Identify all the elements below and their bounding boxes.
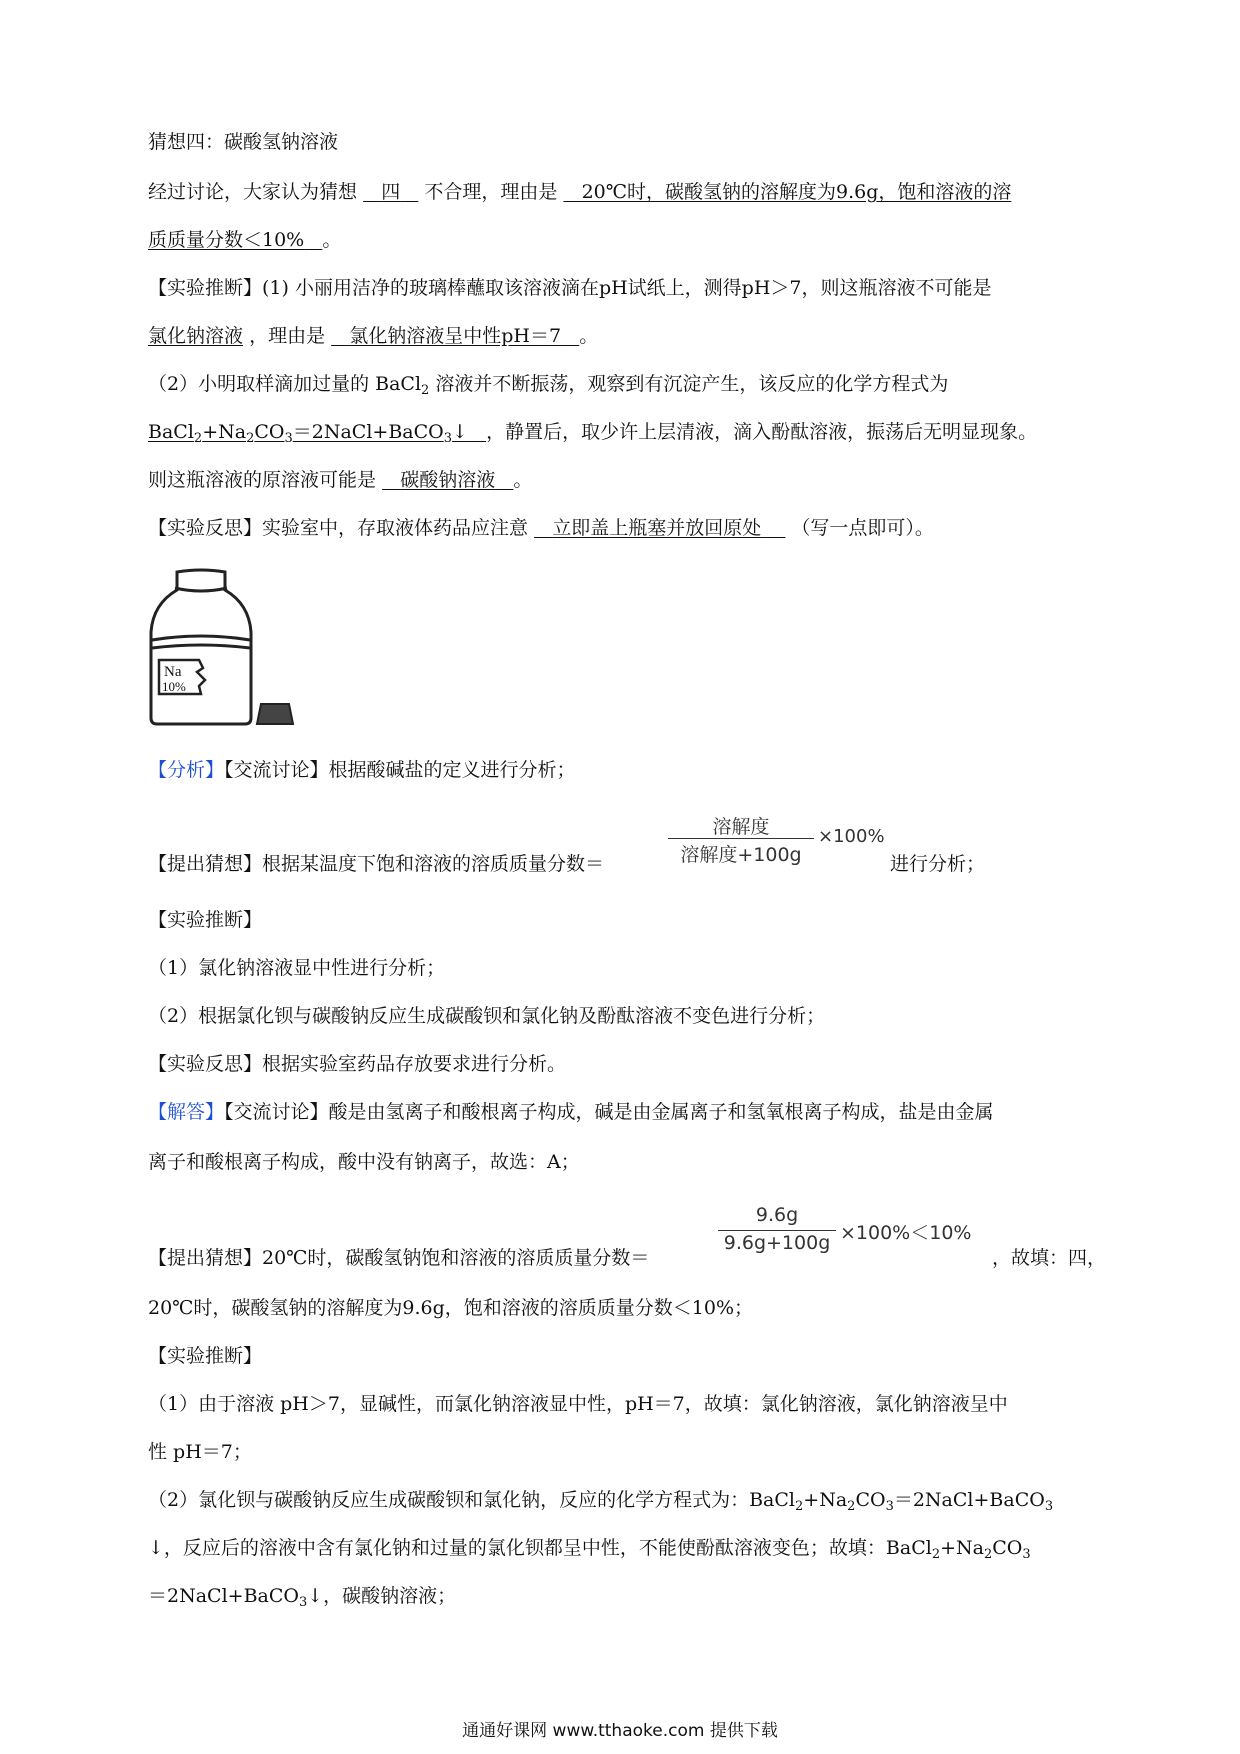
analysis-reflect: 【实验反思】根据实验室药品存放要求进行分析。 [148, 1053, 567, 1075]
fraction-numerator: 溶解度 [712, 816, 770, 838]
bottle-label-formula: Na [164, 664, 182, 680]
answer-blank-guess: 四 [381, 181, 401, 203]
exp-infer-1: 【实验推断】(1) 小丽用洁净的玻璃棒蘸取该溶液滴在pH试纸上，测得pH＞7，则这瓶溶液不可能是 [148, 277, 992, 299]
guess-four: 猜想四：碳酸氢钠溶液 [148, 131, 339, 153]
analysis-infer-1: （1）氯化钠溶液显中性进行分析； [148, 957, 446, 979]
exp-infer-2: （2）小明取样滴加过量的 BaCl$_2$ 溶液并不断振荡，观察到有沉淀产生，该反应的化学方程式为 [148, 373, 949, 398]
answer-infer-heading: 【实验推断】 [148, 1345, 263, 1367]
discussion-line-2: 质质量分数＜10% 。 [148, 229, 342, 251]
fraction-multiplier: ×100% [818, 826, 885, 847]
answer-infer-2-end: ＝2NaCl+BaCO$_3$↓，碳酸钠溶液； [148, 1585, 457, 1610]
fraction-bar [668, 838, 814, 839]
exp-infer-2-conclusion: 则这瓶溶液的原溶液可能是 碳酸钠溶液 。 [148, 469, 533, 491]
analysis-infer-2: （2）根据氯化钡与碳酸钠反应生成碳酸钡和氯化钠及酚酞溶液不变色进行分析； [148, 1005, 826, 1027]
answer-hypothesis: 【提出猜想】20℃时，碳酸氢钠饱和溶液的溶质质量分数＝ [148, 1247, 650, 1269]
answer-blank-reason: 20℃时，碳酸氢钠的溶解度为9.6g，饱和溶液的溶 [581, 181, 1012, 203]
answer-hypothesis-cont: 20℃时，碳酸氢钠的溶解度为9.6g，饱和溶液的溶质质量分数＜10%； [148, 1297, 754, 1319]
fraction-solubility [668, 812, 888, 864]
analysis-infer-heading: 【实验推断】 [148, 909, 263, 931]
answer-blank-reflect: 立即盖上瓶塞并放回原处 [552, 517, 762, 539]
answer-blank-solution: 氯化钠溶液 [148, 325, 244, 347]
answer-discussion: 【解答】【交流讨论】酸是由氢离子和酸根离子构成，碱是由金属离子和氢氧根离子构成，盐是由金属 [148, 1101, 994, 1123]
bottle-label-concentration: 10% [162, 679, 186, 694]
fraction-numerator: 9.6g [755, 1204, 799, 1226]
answer-blank-reason-cont: 质质量分数＜10% [148, 229, 305, 251]
answer-infer-2: （2）氯化钡与碳酸钠反应生成碳酸钡和氯化钠，反应的化学方程式为：$BaCl_2+Na_2CO_3=2NaCl+BaCO_3$ [148, 1489, 1054, 1514]
reagent-bottle-figure [145, 568, 305, 728]
answer-tag: 【解答】 [148, 1101, 225, 1123]
fraction-denominator: 溶解度+100g [680, 844, 802, 866]
answer-infer-2-cont: ↓，反应后的溶液中含有氯化钠和过量的氯化钡都呈中性，不能使酚酞溶液变色；故填：$BaCl_2+Na_2CO_3$ [148, 1537, 1031, 1562]
answer-discussion-cont: 离子和酸根离子构成，酸中没有钠离子，故选：A； [148, 1151, 580, 1173]
liquid-level [152, 636, 250, 640]
fraction-multiplier: ×100%＜10% [840, 1222, 972, 1244]
exp-infer-2-eq: $BaCl_2+Na_2CO_3=2NaCl+BaCO_3↓$ ，静置后，取少许上层清液，滴入酚酞溶液，振荡后无明显现象。 [148, 421, 1038, 446]
disc-text-b: 不合理，理由是 [424, 181, 558, 203]
footer-credit: 通通好课网 www.tthaoke.com 提供下载 [462, 1721, 778, 1741]
answer-blank-original: 碳酸钠溶液 [400, 469, 496, 491]
fraction-denominator: 9.6g+100g [723, 1232, 831, 1254]
disc-text-a: 经过讨论，大家认为猜想 [148, 181, 358, 203]
analysis-discussion: 【分析】【交流讨论】根据酸碱盐的定义进行分析； [148, 759, 576, 781]
analysis-hypothesis-tail: 进行分析； [890, 853, 986, 875]
exp-infer-1-cont: 氯化钠溶液 ，理由是 氯化钠溶液呈中性pH＝7 。 [148, 325, 599, 347]
fraction-bar [718, 1230, 836, 1231]
answer-hypothesis-tail: ，故填：四， [992, 1247, 1107, 1269]
exp-reflect: 【实验反思】实验室中，存取液体药品应注意 立即盖上瓶塞并放回原处 （写一点即可）。 [148, 517, 934, 539]
discussion-line-1 [148, 180, 1011, 204]
fraction-mass-percent [718, 1204, 1008, 1256]
answer-blank-neutral: 氯化钠溶液呈中性pH＝7 [349, 325, 562, 347]
answer-infer-1-cont: 性 pH＝7； [148, 1441, 252, 1463]
answer-blank-equation: $BaCl_2+Na_2CO_3=2NaCl+BaCO_3↓$ [148, 421, 468, 446]
analysis-hypothesis: 【提出猜想】根据某温度下饱和溶液的溶质质量分数＝ [148, 853, 605, 875]
analysis-tag: 【分析】 [148, 759, 225, 781]
answer-infer-1: （1）由于溶液 pH＞7，显碱性，而氯化钠溶液显中性，pH＝7，故填：氯化钠溶液，氯化钠溶液呈中 [148, 1393, 1008, 1415]
bottle-stopper [257, 704, 293, 724]
